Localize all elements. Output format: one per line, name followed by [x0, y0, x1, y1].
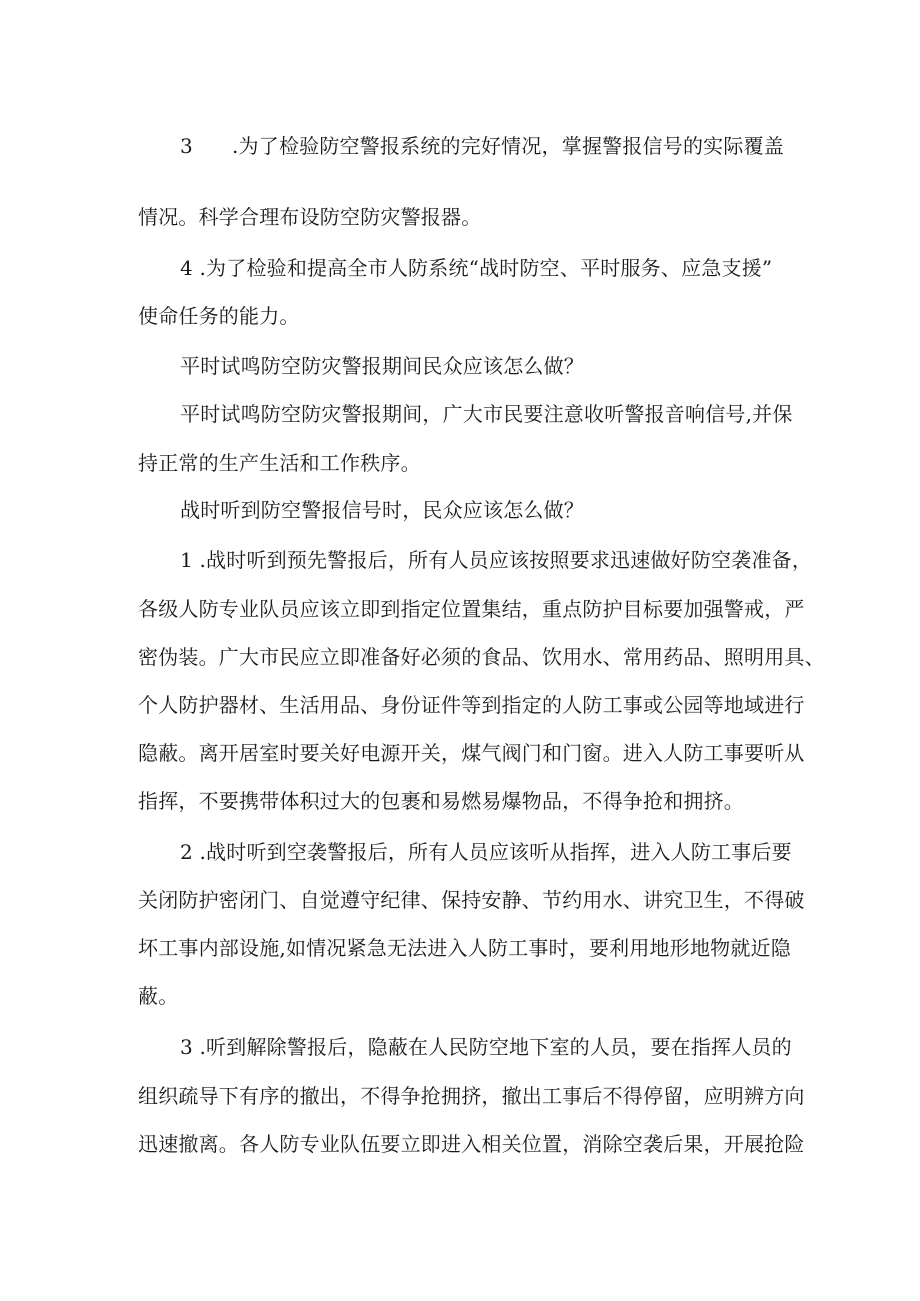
answer-peacetime-line-2: 持正常的生产生活和工作秩序。 — [138, 451, 421, 475]
item-3-line-2: 情况。科学合理布设防空防灾警报器。 — [138, 205, 482, 229]
wartime-item-1-line-3: 密伪装。广大市民应立即准备好必须的食品、饮用水、常用药品、照明用具、 — [138, 645, 825, 669]
wartime-item-1-line-5: 隐蔽。离开居室时要关好电源开关，煤气阀门和门窗。进入人防工事要听从 — [138, 741, 805, 765]
item-3-line-1 — [180, 132, 840, 160]
answer-peacetime-line-1: 平时试鸣防空防灾警报期间，广大市民要注意收听警报音响信号,并保 — [180, 402, 793, 426]
wartime-item-3-line-2: 组织疏导下有序的撤出，不得争抢拥挤，撤出工事后不得停留，应明辨方向 — [138, 1084, 805, 1108]
item-3-number: 3 — [180, 134, 193, 158]
wartime-item-3-line-3: 迅速撤离。各人防专业队伍要立即进入相关位置，消除空袭后果，开展抢险 — [138, 1132, 805, 1156]
wartime-item-1-line-4: 个人防护器材、生活用品、身份证件等到指定的人防工事或公园等地域进行 — [138, 693, 805, 717]
wartime-item-3-line-1: 3 .听到解除警报后，隐蔽在人民防空地下室的人员，要在指挥人员的 — [180, 1035, 792, 1059]
question-peacetime: 平时试鸣防空防灾警报期间民众应该怎么做？ — [180, 354, 584, 378]
wartime-item-2-line-1: 2 .战时听到空袭警报后，所有人员应该听从指挥，进入人防工事后要 — [180, 840, 792, 864]
wartime-item-2-line-2: 关闭防护密闭门、自觉遵守纪律、保持安静、节约用水、讲究卫生，不得破 — [138, 888, 805, 912]
wartime-item-1-line-6: 指挥，不要携带体积过大的包裹和易燃易爆物品，不得争抢和拥挤。 — [138, 789, 744, 813]
wartime-item-2-line-3: 坏工事内部设施,如情况紧急无法进入人防工事时，要利用地形地物就近隐 — [138, 936, 791, 960]
item-4-line-1: 4 .为了检验和提高全市人防系统“战时防空、平时服务、应急支援” — [180, 256, 773, 280]
wartime-item-1-line-1: 1 .战时听到预先警报后，所有人员应该按照要求迅速做好防空袭准备， — [180, 548, 813, 572]
wartime-item-1-line-2: 各级人防专业队员应该立即到指定位置集结，重点防护目标要加强警戒，严 — [138, 597, 805, 621]
item-3-text: .为了检验防空警报系统的完好情况，掌握警报信号的实际覆盖 — [232, 134, 784, 158]
item-4-line-2: 使命任务的能力。 — [138, 304, 300, 328]
question-wartime: 战时听到防空警报信号时，民众应该怎么做？ — [180, 498, 584, 522]
wartime-item-2-line-4: 蔽。 — [138, 984, 179, 1008]
